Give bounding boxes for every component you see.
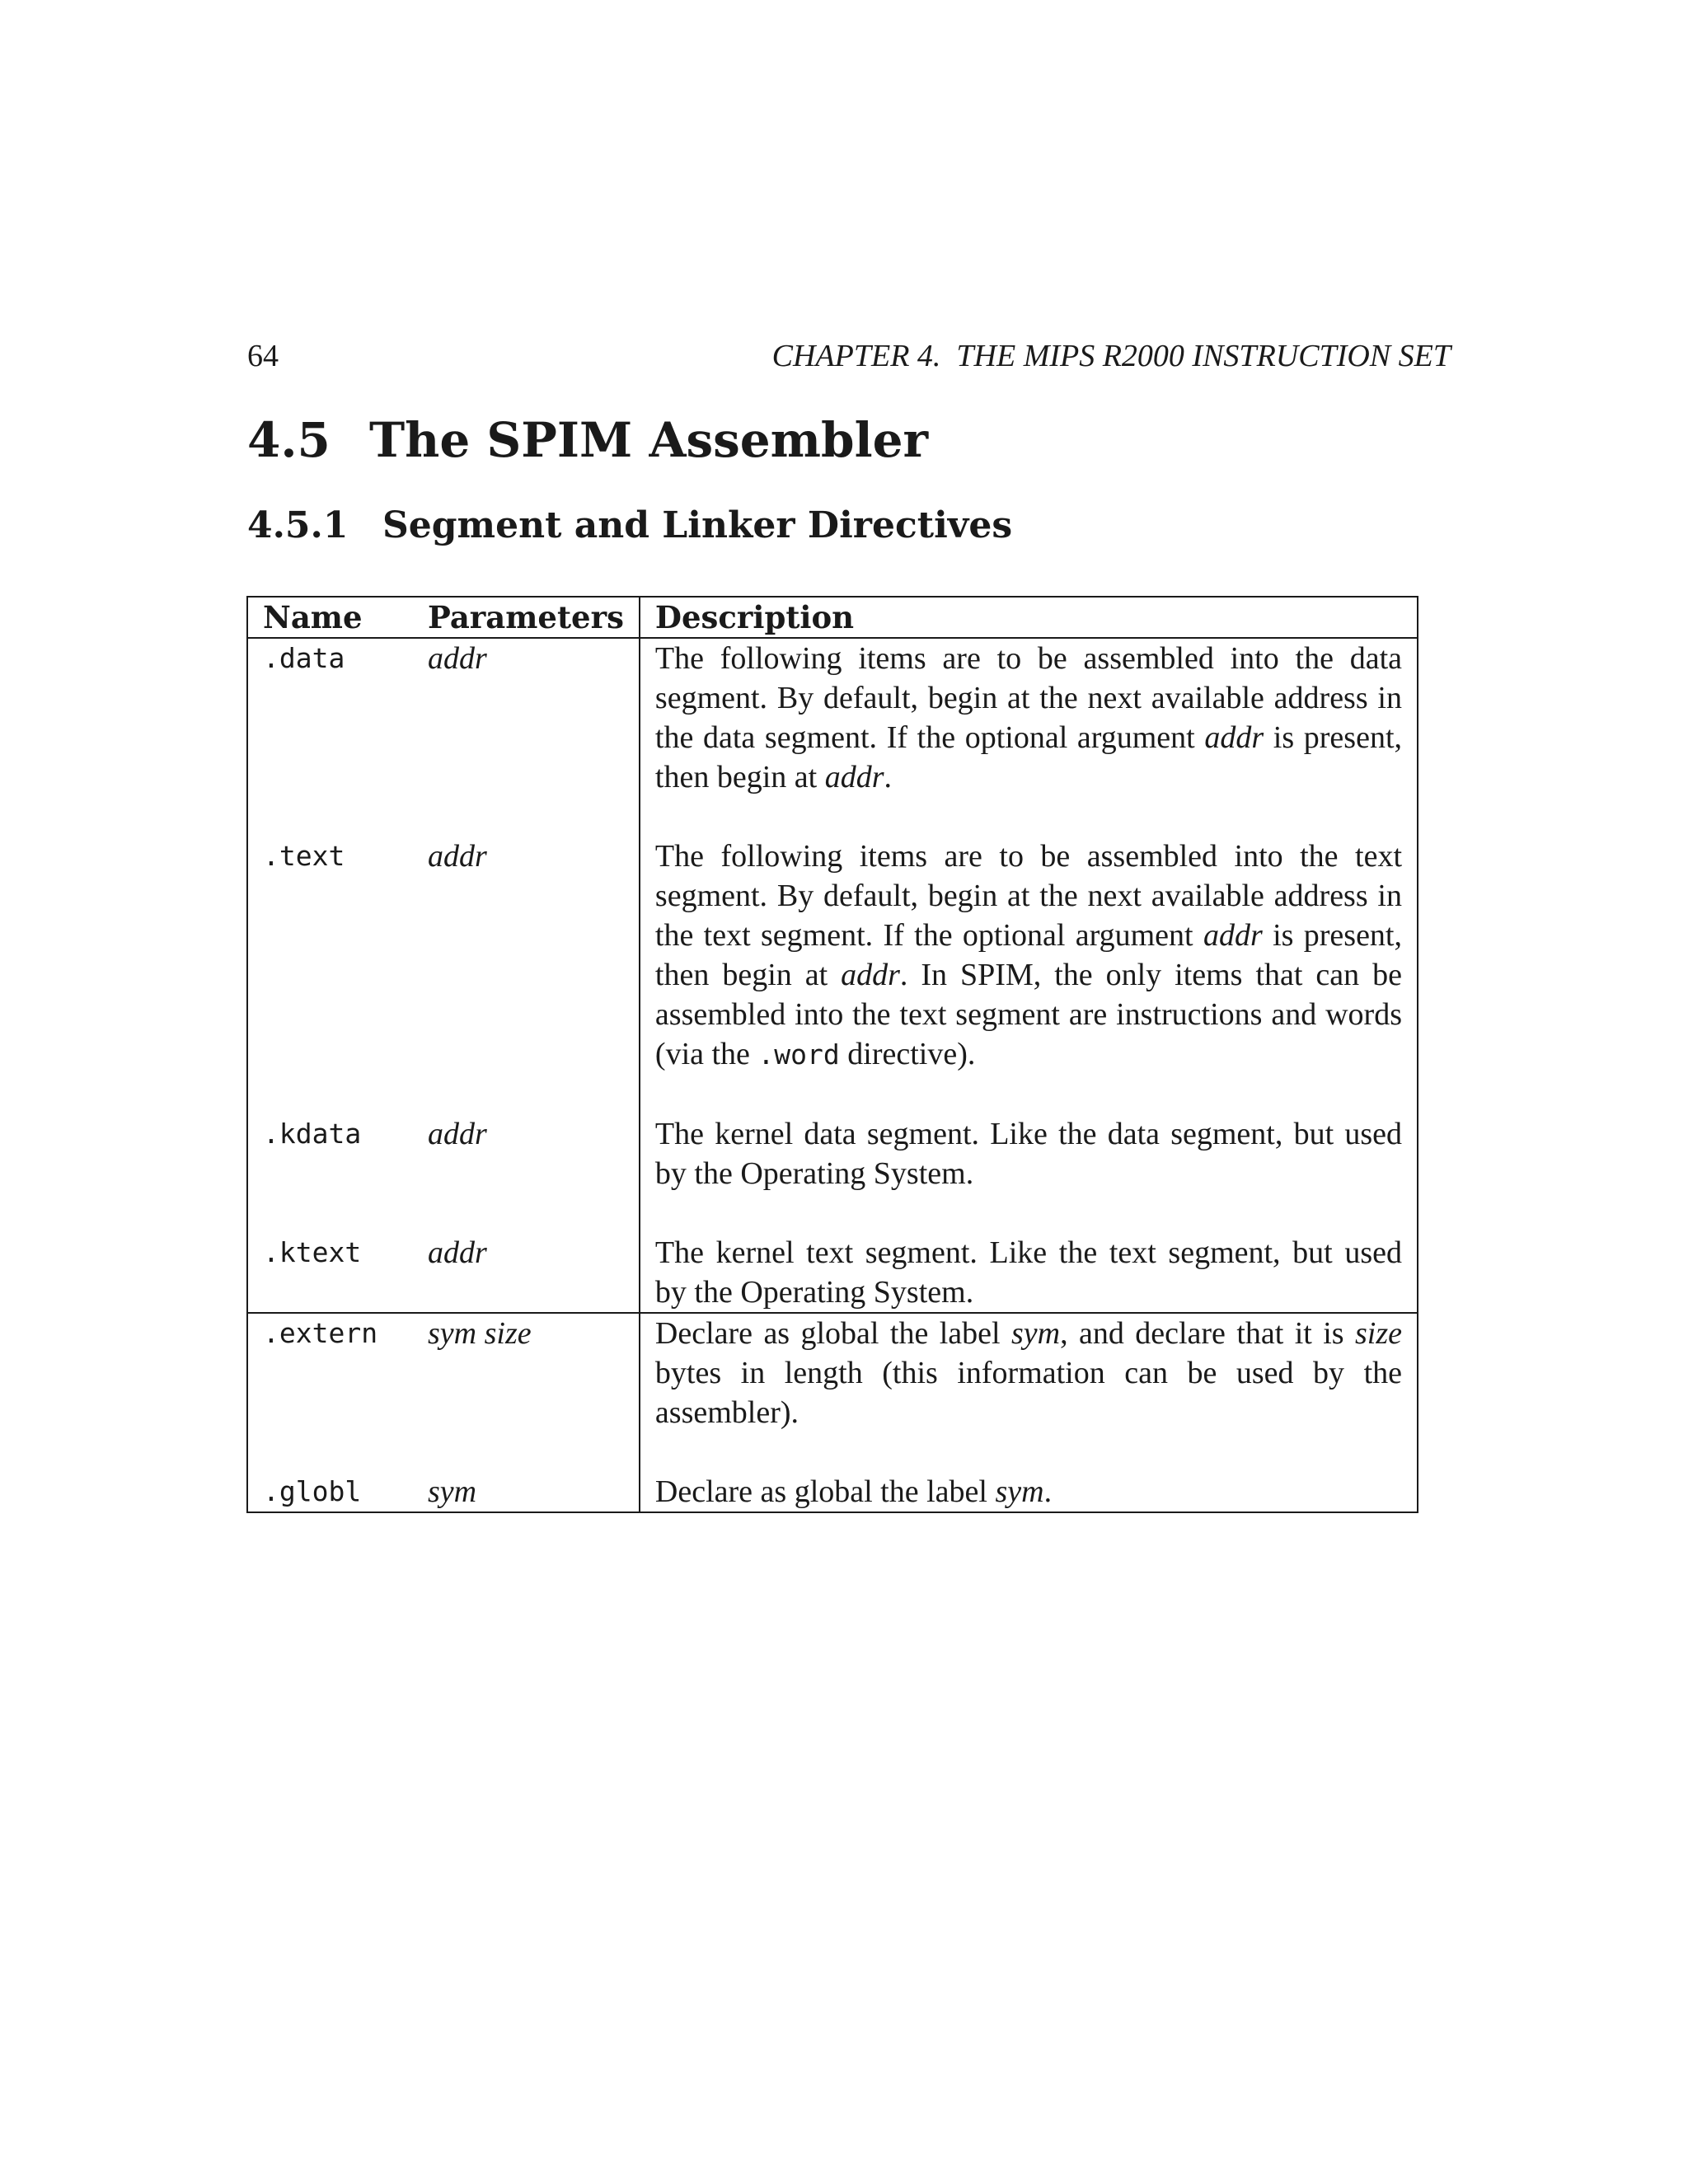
table-row [247, 1472, 1418, 1512]
directive-params: sym size [413, 1313, 640, 1432]
row-spacer [247, 797, 1418, 837]
table-header-row [247, 597, 1418, 638]
section-title-text: The SPIM Assembler [369, 412, 929, 468]
directive-description [640, 638, 1418, 797]
table-row [247, 638, 1418, 797]
subsection-number: 4.5.1 [247, 504, 349, 546]
desc-text: is present, then begin at [654, 918, 1402, 992]
directive-params: addr [428, 1235, 487, 1270]
row-spacer [247, 1075, 1418, 1114]
desc-text: directive). [839, 1037, 976, 1071]
section-number: 4.5 [247, 412, 331, 468]
desc-text: The kernel data segment. Like the data segment, but used by the Operating System. [654, 1117, 1402, 1191]
desc-text: Declare as global the label [654, 1316, 1011, 1351]
directive-params: addr [428, 1117, 487, 1151]
table-row [247, 837, 1418, 1075]
directive-params: addr [428, 641, 487, 676]
desc-text: The kernel text segment. Like the text segment, but used by the Operating System. [654, 1235, 1402, 1310]
desc-code: .word [757, 1038, 840, 1071]
running-head: CHAPTER 4. THE MIPS R2000 INSTRUCTION SET [771, 339, 1451, 373]
column-header-name: Name [247, 597, 413, 638]
table-row [247, 1313, 1418, 1432]
directive-description [640, 1233, 1418, 1313]
desc-italic: addr [1204, 720, 1264, 755]
desc-text: bytes in length (this information can be used by the assembler). [654, 1356, 1402, 1430]
desc-text: . In SPIM, the only items that can be assembled into the text segment are instructions and words (via the [654, 958, 1402, 1071]
row-spacer [247, 1432, 1418, 1472]
desc-italic: addr [841, 958, 900, 992]
directive-name: .data [263, 642, 345, 674]
desc-italic: addr [824, 760, 884, 794]
desc-text: Declare as global the label [654, 1474, 996, 1509]
section-title [247, 412, 928, 468]
directives-table [246, 596, 1418, 1513]
table-row [247, 1114, 1418, 1193]
subsection-title [247, 504, 1012, 546]
directive-params: addr [428, 839, 487, 874]
desc-italic: sym [1010, 1316, 1061, 1351]
page-number: 64 [247, 339, 279, 373]
column-header-parameters: Parameters [413, 597, 640, 638]
directive-params: sym [428, 1474, 477, 1509]
directive-name: .extern [247, 1313, 413, 1432]
desc-text: The following items are to be assembled into the data segment. By default, begin at the next available address in the data segment. If the optional argument [654, 641, 1402, 755]
directive-name: .ktext [263, 1236, 362, 1268]
subsection-title-text: Segment and Linker Directives [382, 504, 1013, 546]
directive-name: .kdata [263, 1118, 362, 1150]
page-header [247, 338, 1451, 387]
directive-description [640, 1114, 1418, 1193]
directive-name: .globl [263, 1475, 362, 1507]
desc-text: is present, then begin at [654, 720, 1402, 794]
directive-description [640, 837, 1418, 1075]
desc-text: , and declare that it is [1060, 1316, 1355, 1351]
desc-text: The following items are to be assembled into the text segment. By default, begin at the next available address in the text segment. If the optional argument [654, 839, 1402, 953]
desc-text: . [884, 760, 892, 794]
row-spacer [247, 1193, 1418, 1233]
directive-description [640, 1313, 1418, 1432]
column-header-description: Description [640, 597, 1418, 638]
table-row [247, 1233, 1418, 1313]
directive-description [640, 1472, 1418, 1512]
desc-text: . [1043, 1474, 1053, 1509]
desc-italic: size [1354, 1316, 1402, 1351]
desc-italic: sym [995, 1474, 1044, 1509]
desc-italic: addr [1203, 918, 1263, 953]
directive-name: .text [263, 840, 345, 872]
